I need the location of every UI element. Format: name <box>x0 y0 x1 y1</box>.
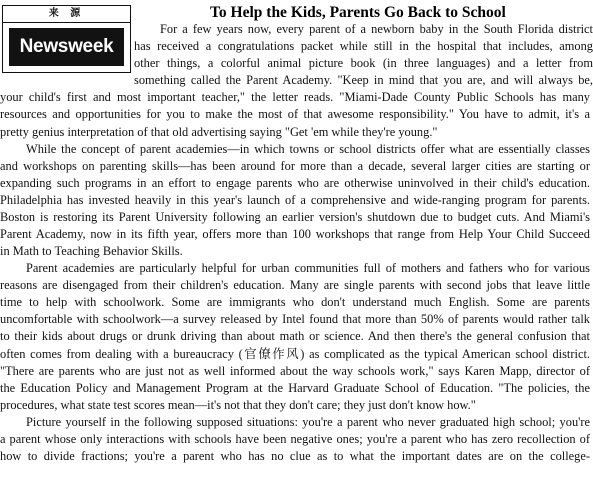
article-line: Boston is restoring its Parent University following an earlier version's shutdown due to budget cuts. And Miami's <box>0 209 590 224</box>
article-line: pretty genius interpretation of that old advertising saying "Get 'em while they're young." <box>0 124 438 139</box>
article-line: procedures, what state test scores mean—it's not that they don't care; they just don't know how." <box>0 397 476 412</box>
article-line: Philadelphia has invested heavily in this year's launch of a comprehensive and wide-ranging program for parents. <box>0 192 590 207</box>
article-line: "There are parents who are just not as well informed about the way schools work," says Karen Mapp, director of <box>0 363 590 378</box>
article-line: Parent academies are particularly helpful for urban communities full of mothers and fathers who for various <box>26 261 590 276</box>
article-line: time to help with schoolwork. Some are immigrants who don't understand much English. Some are parents <box>0 295 590 310</box>
article-line: your child's first and most important teacher," the letter reads. "Miami-Dade County Public Schools has many <box>0 90 590 105</box>
article-line: in Math to Teaching Behavior Skills. <box>0 244 183 258</box>
article-line: uncomfortable with schoolwork—a survey released by Intel found that more than 50% of parents would rather talk <box>0 312 590 327</box>
article-line: resources and opportunities for you to make the most of that awesome responsibility." You have to admit, it's a <box>0 107 590 122</box>
article-line: expanding such programs in an effort to engage parents who are otherwise uninvolved in their child's education. <box>0 175 590 190</box>
article-line: how to divide fractions; you're a parent who has no clue as to what the important dates are on the college- <box>0 448 590 463</box>
article-line: often comes from dealing with a bureaucracy (官僚作风) as complicated as the typical American school district. <box>0 346 590 361</box>
source-label: 来 源 <box>3 6 130 23</box>
article-line: and workshops on parenting skills—has been around for more than a decade, several larger cities are starting or <box>0 158 590 173</box>
newsweek-logo: Newsweek <box>9 28 124 66</box>
article-line: reasons are disengaged from their children's education. Many are single parents with second jobs that leave little <box>0 278 590 293</box>
article-line: other things, a colorful animal picture book (in three languages) and a letter from <box>134 56 593 71</box>
article-title: To Help the Kids, Parents Go Back to School <box>210 4 506 21</box>
source-box <box>2 5 131 73</box>
article-line: For a few years now, every parent of a newborn baby in the South Florida district <box>160 22 593 36</box>
article-line: While the concept of parent academies—in which towns or school districts offer what are essentially classes <box>26 141 590 156</box>
article-line: to their kids about drugs or drunk driving than about math or science. And then there's the general confusion that <box>0 329 590 344</box>
article-line: the Education Policy and Management Program at the Harvard Graduate School of Education. "The policies, the <box>0 380 590 395</box>
article-line: Picture yourself in the following supposed situations: you're a parent who never graduated high school; you're <box>26 414 590 429</box>
article-line: a parent whose only interactions with schools have been negative ones; you're a parent who has zero recollection of <box>0 431 590 446</box>
article-line: has received a congratulations packet while still in the hospital that includes, among <box>134 39 593 54</box>
article-line: something called the Parent Academy. "Keep in mind that you are, and will always be, <box>134 73 593 88</box>
article-line: Parent Academy, now in its fifth year, offers more than 100 workshops that range from Help Your Child Succeed <box>0 226 590 241</box>
